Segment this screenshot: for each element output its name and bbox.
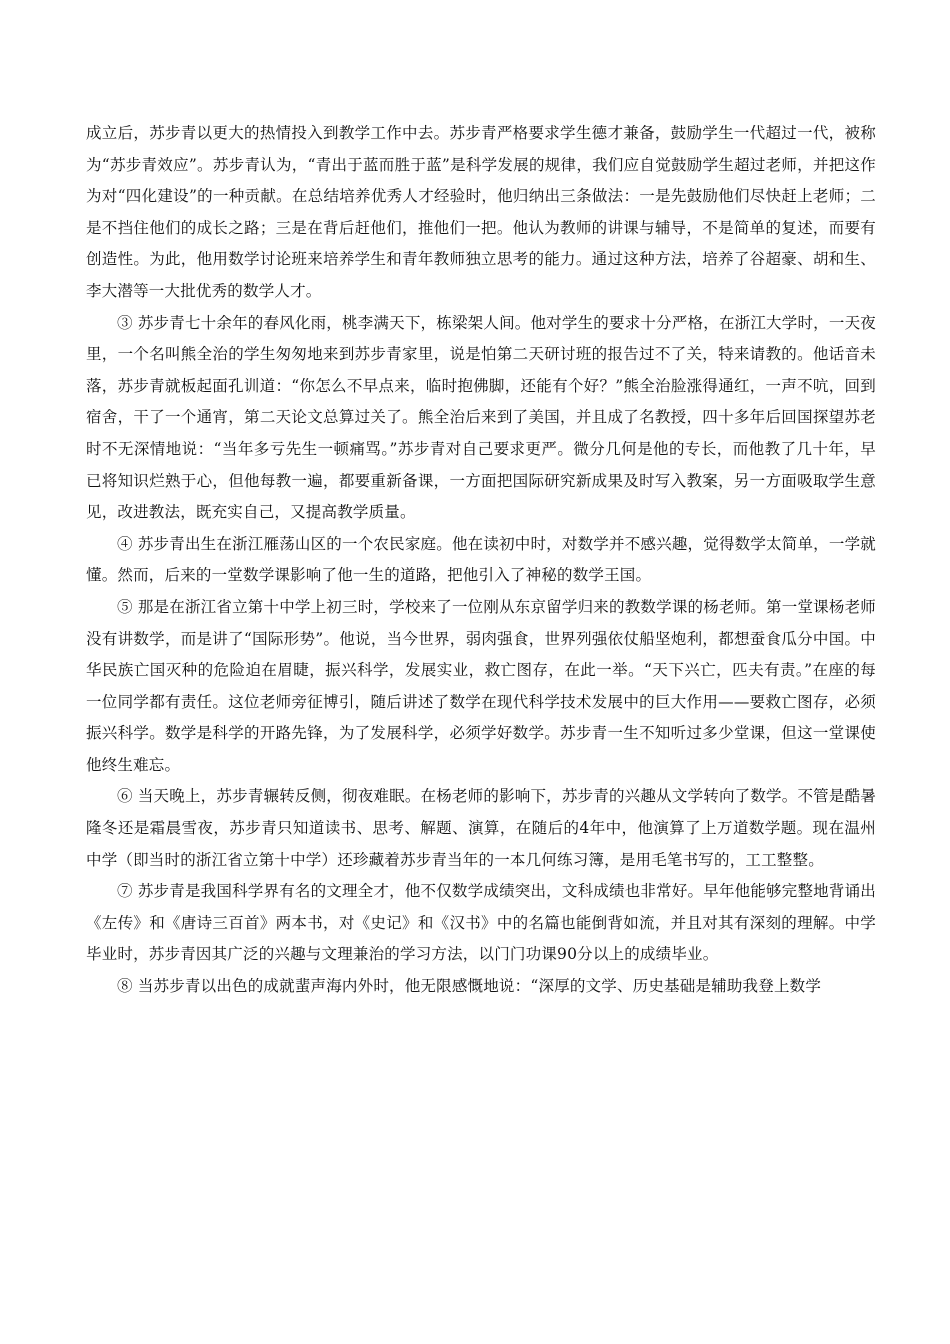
- paragraph-7: ⑦ 苏步青是我国科学界有名的文理全才，他不仅数学成绩突出，文科成绩也非常好。早年他能够完整地背诵出《左传》和《唐诗三百首》两本书，对《史记》和《汉书》中的名篇也能倒背如流，并且对其有深刻的理解。中学毕业时，苏步青因其广泛的兴趣与文理兼治的学习方法，以门门功课90分以上的成绩毕业。: [86, 882, 876, 964]
- paragraph-6: ⑥ 当天晚上，苏步青辗转反侧，彻夜难眠。在杨老师的影响下，苏步青的兴趣从文学转向了数学。不管是酷暑隆冬还是霜晨雪夜，苏步青只知道读书、思考、解题、演算，在随后的4年中，他演算了上万道数学题。现在温州中学（即当时的浙江省立第十中学）还珍藏着苏步青当年的一本几何练习簿，是用毛笔书写的，工工整整。: [86, 787, 876, 869]
- paragraph-continued: 成立后，苏步青以更大的热情投入到教学工作中去。苏步青严格要求学生德才兼备，鼓励学生一代超过一代，被称为“苏步青效应”。苏步青认为，“青出于蓝而胜于蓝”是科学发展的规律，我们应自觉鼓励学生超过老师，并把这作为对“四化建设”的一种贡献。在总结培养优秀人才经验时，他归纳出三条做法：一是先鼓励他们尽快赶上老师；二是不挡住他们的成长之路；三是在背后赶他们，推他们一把。他认为教师的讲课与辅导，不是简单的复述，而要有创造性。为此，他用数学讨论班来培养学生和青年教师独立思考的能力。通过这种方法，培养了谷超豪、胡和生、李大潜等一大批优秀的数学人才。: [86, 124, 876, 300]
- paragraph-5: ⑤ 那是在浙江省立第十中学上初三时，学校来了一位刚从东京留学归来的教数学课的杨老师。第一堂课杨老师没有讲数学，而是讲了“国际形势”。他说，当今世界，弱肉强食，世界列强依仗船坚炮利，都想蚕食瓜分中国。中华民族亡国灭种的危险迫在眉睫，振兴科学，发展实业，救亡图存，在此一举。“天下兴亡，匹夫有责。”在座的每一位同学都有责任。这位老师旁征博引，随后讲述了数学在现代科学技术发展中的巨大作用——要救亡图存，必须振兴科学。数学是科学的开路先锋，为了发展科学，必须学好数学。苏步青一生不知听过多少堂课，但这一堂课使他终生难忘。: [86, 597, 876, 774]
- document-body: [86, 118, 876, 1003]
- paragraph-4: ④ 苏步青出生在浙江雁荡山区的一个农民家庭。他在读初中时，对数学并不感兴趣，觉得数学太简单，一学就懂。然而，后来的一堂数学课影响了他一生的道路，把他引入了神秘的数学王国。: [86, 534, 876, 585]
- paragraph-8: ⑧ 当苏步青以出色的成就蜚声海内外时，他无限感慨地说：“深厚的文学、历史基础是辅助我登上数学: [117, 977, 822, 996]
- paragraph-3: ③ 苏步青七十余年的春风化雨，桃李满天下，栋梁架人间。他对学生的要求十分严格，在浙江大学时，一天夜里，一个名叫熊全治的学生匆匆地来到苏步青家里，说是怕第二天研讨班的报告过不了关，特来请教的。他话音未落，苏步青就板起面孔训道：“你怎么不早点来，临时抱佛脚，还能有个好？”熊全治脸涨得通红，一声不吭，回到宿舍，干了一个通宵，第二天论文总算过关了。熊全治后来到了美国，并且成了名教授，四十多年后回国探望苏老时不无深情地说：“当年多亏先生一顿痛骂。”苏步青对自己要求更严。微分几何是他的专长，而他教了几十年，早已将知识烂熟于心，但他每教一遍，都要重新备课，一方面把国际研究新成果及时写入教案，另一方面吸取学生意见，改进教法，既充实自己，又提高教学质量。: [86, 313, 876, 522]
